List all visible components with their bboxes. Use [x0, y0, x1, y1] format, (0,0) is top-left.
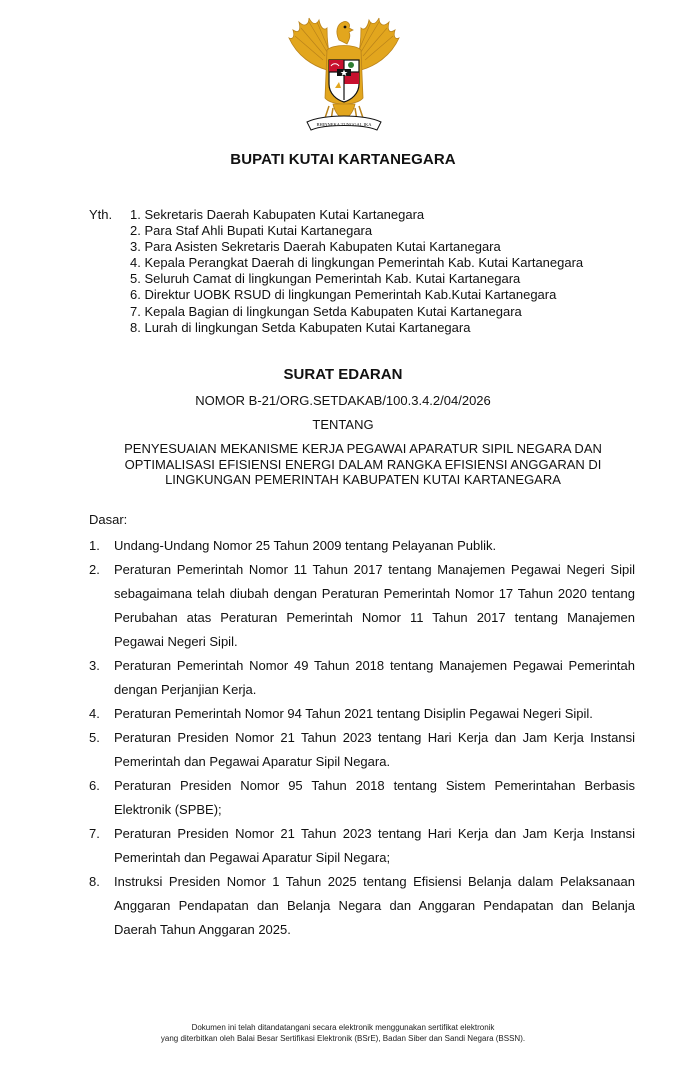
footer-line: Dokumen ini telah ditandatangani secara elektronik menggunakan sertifikat elektronik	[191, 1023, 495, 1032]
recipients-label: Yth.	[89, 207, 113, 222]
subject-line: PENYESUAIAN MEKANISME KERJA PEGAWAI APARATUR SIPIL NEGARA DAN	[124, 441, 602, 456]
emblem-motto: BHINNEKA TUNGGAL IKA	[316, 122, 372, 127]
legal-basis-label: Dasar:	[89, 512, 128, 527]
recipient-item: 2. Para Staf Ahli Bupati Kutai Kartanegara	[130, 223, 373, 239]
legal-basis-item: 8. Instruksi Presiden Nomor 1 Tahun 2025 tentang Efisiensi Belanja dalam Pelaksanaan Anggaran Pendapatan dan Belanja Negara dan Anggaran Pendapatan dan Belanja Daerah Tahun Anggaran 2025.	[89, 874, 635, 937]
recipients-list	[130, 207, 583, 336]
legal-basis-item: 1. Undang-Undang Nomor 25 Tahun 2009 tentang Pelayanan Publik.	[89, 538, 497, 553]
recipient-item: 5. Seluruh Camat di lingkungan Pemerintah Kab. Kutai Kartanegara	[130, 271, 521, 287]
footer-line: yang diterbitkan oleh Balai Besar Sertifikasi Elektronik (BSrE), Badan Siber dan Sandi Negara (BSSN).	[160, 1034, 526, 1043]
e-signature-note	[0, 1022, 686, 1044]
circular-number: NOMOR B-21/ORG.SETDAKAB/100.3.4.2/04/2026	[195, 393, 491, 408]
recipient-item: 1. Sekretaris Daerah Kabupaten Kutai Kartanegara	[130, 207, 425, 222]
legal-basis-list	[89, 534, 635, 942]
legal-basis-item: 3. Peraturan Pemerintah Nomor 49 Tahun 2018 tentang Manajemen Pegawai Pemerintah dengan Perjanjian Kerja.	[89, 658, 635, 697]
legal-basis-item: 2. Peraturan Pemerintah Nomor 11 Tahun 2017 tentang Manajemen Pegawai Negeri Sipil sebagaimana telah diubah dengan Peraturan Pemerintah Nomor 17 Tahun 2020 tentang Perubahan atas Peraturan Pemerintah Nomor 11 Tahun 2017 tentang Manajemen Pegawai Negeri Sipil.	[89, 562, 635, 649]
subject-line: LINGKUNGAN PEMERINTAH KABUPATEN KUTAI KARTANEGARA	[165, 472, 561, 487]
circular-subject	[90, 441, 636, 488]
recipient-item: 8. Lurah di lingkungan Setda Kabupaten Kutai Kartanegara	[130, 319, 471, 335]
recipient-item: 6. Direktur UOBK RSUD di lingkungan Pemerintah Kab.Kutai Kartanegara	[130, 287, 557, 303]
legal-basis-item: 4. Peraturan Pemerintah Nomor 94 Tahun 2021 tentang Disiplin Pegawai Negeri Sipil.	[89, 706, 593, 721]
office-title: BUPATI KUTAI KARTANEGARA	[230, 151, 456, 168]
subject-line: OPTIMALISASI EFISIENSI ENERGI DALAM RANGKA EFISIENSI ANGGARAN DI	[124, 456, 602, 472]
circular-about: TENTANG	[312, 417, 374, 432]
legal-basis-item: 6. Peraturan Presiden Nomor 95 Tahun 2018 tentang Sistem Pemerintahan Berbasis Elektronik (SPBE);	[89, 778, 635, 817]
legal-basis-item: 5. Peraturan Presiden Nomor 21 Tahun 2023 tentang Hari Kerja dan Jam Kerja Instansi Pemerintah dan Pegawai Aparatur Sipil Negara.	[89, 730, 635, 769]
garuda-emblem-icon	[283, 10, 405, 138]
recipient-item: 7. Kepala Bagian di lingkungan Setda Kabupaten Kutai Kartanegara	[130, 303, 522, 319]
circular-title: SURAT EDARAN	[283, 366, 403, 383]
recipient-item: 4. Kepala Perangkat Daerah di lingkungan Pemerintah Kab. Kutai Kartanegara	[130, 255, 584, 271]
recipient-item: 3. Para Asisten Sekretaris Daerah Kabupaten Kutai Kartanegara	[130, 239, 501, 255]
legal-basis-item: 7. Peraturan Presiden Nomor 21 Tahun 2023 tentang Hari Kerja dan Jam Kerja Instansi Pemerintah dan Pegawai Aparatur Sipil Negara;	[89, 826, 635, 865]
